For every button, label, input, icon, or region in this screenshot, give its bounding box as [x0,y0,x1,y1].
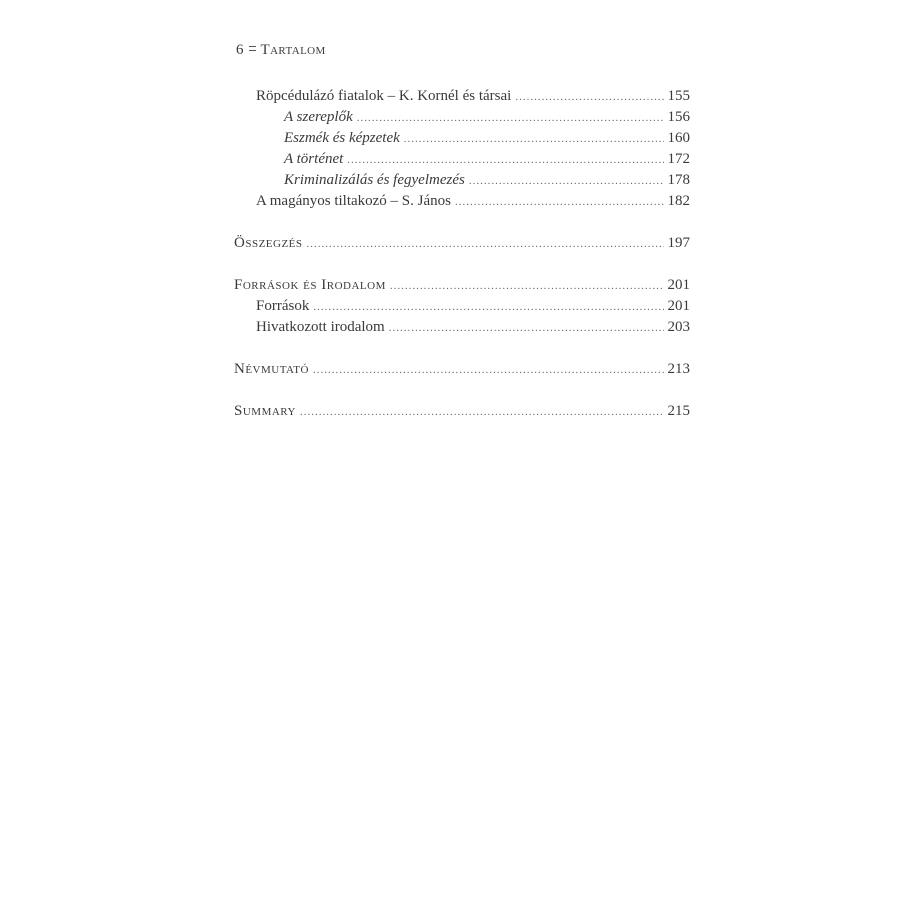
toc-entry [234,401,690,422]
toc-leader-dots [307,234,664,255]
running-head-page-number: 6 [236,42,244,58]
toc-leader-dots [455,192,664,213]
toc-entry-label: A szereplők [284,109,353,125]
toc-entry [234,107,690,128]
toc-leader-dots [515,87,663,108]
toc-entry [234,170,690,191]
toc-entry [234,317,690,338]
toc-entry-label: Eszmék és képzetek [284,130,400,146]
toc-leader-dots [313,297,663,318]
toc-entry-label: A magányos tiltakozó – S. János [256,193,451,209]
toc-entry-page: 155 [667,88,690,104]
toc-gap [234,254,690,275]
toc-leader-dots [469,171,664,192]
running-head-separator-icon [249,46,256,51]
toc-entry-label: Hivatkozott irodalom [256,319,385,335]
toc-entry [234,233,690,254]
toc-gap [234,212,690,233]
toc-entry [234,359,690,380]
toc-entry-page: 215 [667,403,690,419]
toc-gap [234,380,690,401]
toc-entry [234,128,690,149]
toc-entry-label: Névmutató [234,361,309,377]
toc-entry-label: Summary [234,403,296,419]
table-of-contents [234,86,690,422]
toc-leader-dots [404,129,664,150]
toc-entry-label: Források [256,298,310,314]
toc-entry-label: Kriminalizálás és fegyelmezés [284,172,465,188]
toc-entry-page: 197 [667,235,690,251]
toc-entry-page: 213 [667,361,690,377]
toc-entry-page: 203 [667,319,690,335]
toc-entry-page: 201 [667,298,690,314]
toc-entry-page: 178 [667,172,690,188]
toc-leader-dots [389,318,664,339]
toc-entry-page: 201 [667,277,690,293]
toc-entry [234,275,690,296]
running-head [236,40,326,60]
toc-entry-page: 182 [667,193,690,209]
toc-leader-dots [357,108,664,129]
toc-entry-label: Összegzés [234,235,303,251]
toc-entry [234,296,690,317]
toc-leader-dots [300,402,664,423]
toc-leader-dots [347,150,663,171]
toc-entry-label: A történet [284,151,344,167]
toc-entry [234,149,690,170]
toc-entry-label: Források és Irodalom [234,277,386,293]
running-head-title: Tartalom [260,42,326,58]
toc-entry-label: Röpcédulázó fiatalok – K. Kornél és társai [256,88,512,104]
toc-entry-page: 160 [667,130,690,146]
toc-entry [234,86,690,107]
toc-entry-page: 156 [667,109,690,125]
toc-gap [234,338,690,359]
toc-leader-dots [313,360,664,381]
toc-entry [234,191,690,212]
toc-leader-dots [390,276,664,297]
toc-entry-page: 172 [667,151,690,167]
